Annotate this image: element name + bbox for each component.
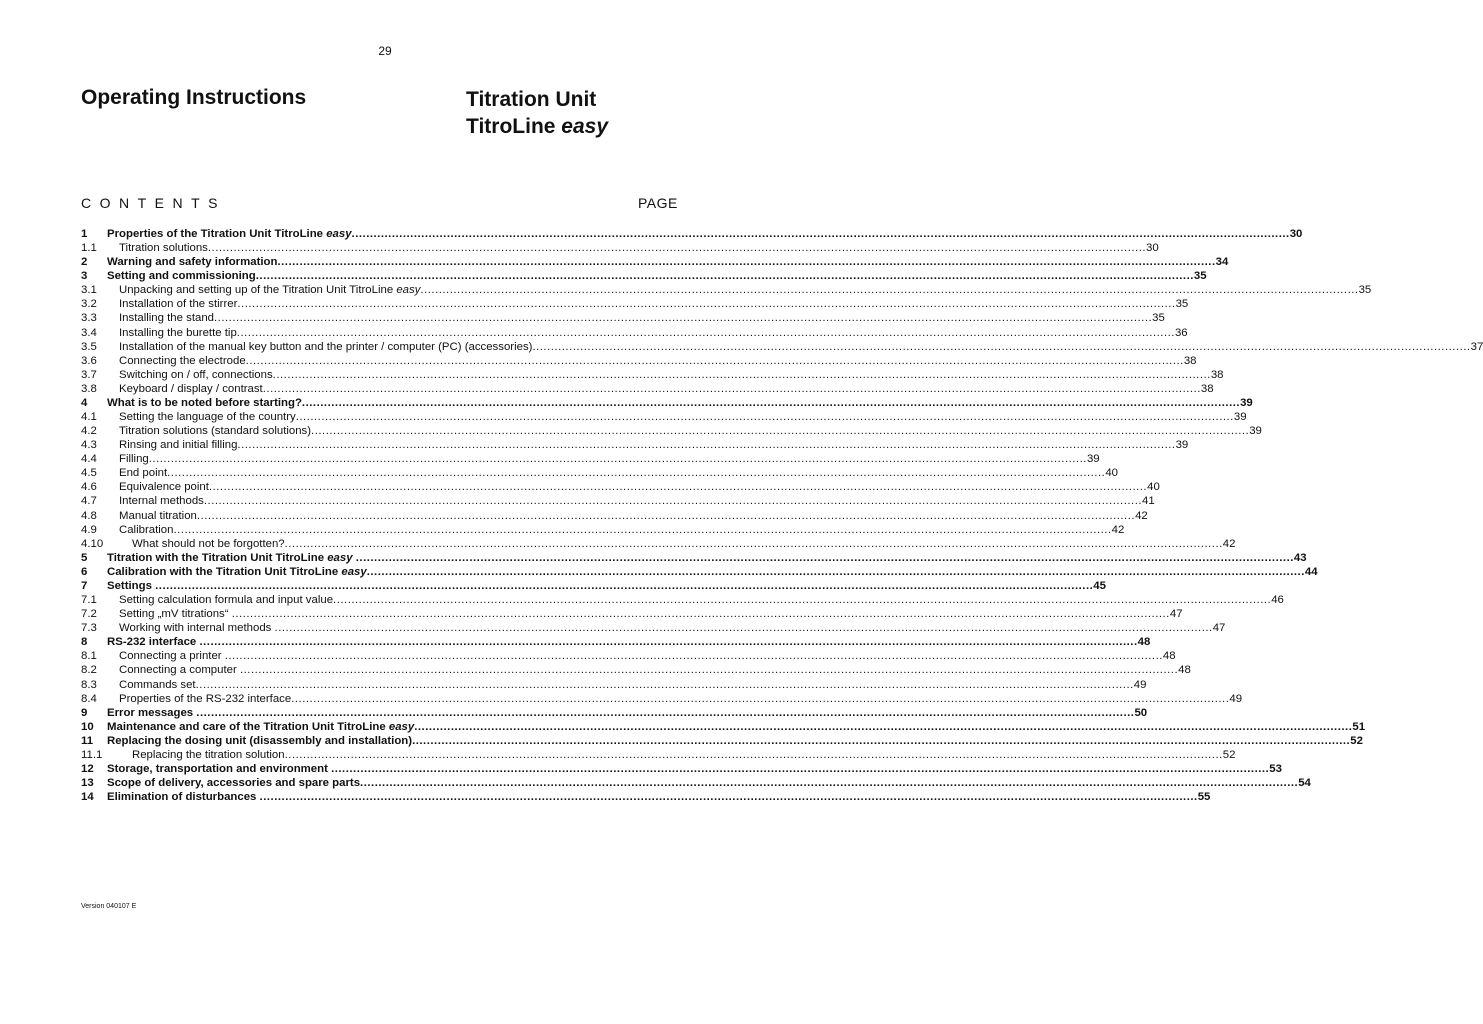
toc-entry-leader-dots xyxy=(209,480,1147,494)
toc-entry-page: 51 xyxy=(1352,720,1366,733)
toc-entry-page: 30 xyxy=(1289,228,1303,240)
toc-entry-title xyxy=(107,565,367,579)
toc-entry-title-text: Setting and commissioning xyxy=(107,270,256,283)
toc-entry-leader-dots xyxy=(275,621,1213,635)
toc-entry-title xyxy=(107,692,291,706)
toc-entry[interactable] xyxy=(81,283,1372,297)
toc-entry-page: 49 xyxy=(1133,678,1147,691)
toc-entry-number: 4.5 xyxy=(81,467,97,480)
toc-entry[interactable] xyxy=(81,297,1189,311)
toc-entry-title-text: Maintenance and care of the Titration Unit TitroLine xyxy=(107,720,389,733)
toc-entry-number: 3.2 xyxy=(81,298,97,311)
toc-entry-title-text: Calibration with the Titration Unit TitroLine xyxy=(107,565,342,578)
toc-entry-title-text: Working with internal methods xyxy=(119,622,272,635)
toc-entry[interactable] xyxy=(81,269,1207,283)
toc-entry-title-text: End point xyxy=(119,467,168,480)
toc-entry-leader-dots xyxy=(291,692,1229,706)
toc-entry[interactable] xyxy=(81,523,1125,537)
toc-entry-page: 39 xyxy=(1249,425,1262,438)
toc-entry-number: 12 xyxy=(81,762,94,775)
toc-entry-number: 3.3 xyxy=(81,312,97,325)
toc-entry-number: 7.3 xyxy=(81,622,97,635)
toc-entry-number: 3 xyxy=(81,270,88,283)
toc-entry-title-text: Unpacking and setting up of the Titration Unit TitroLine xyxy=(119,284,397,297)
toc-entry-leader-dots xyxy=(311,424,1249,438)
toc-entry-title xyxy=(107,649,225,663)
toc-entry-leader-dots xyxy=(277,255,1215,269)
product-name-line1: Titration Unit xyxy=(466,88,597,111)
toc-entry-leader-dots xyxy=(532,340,1470,354)
toc-entry-title-text: Connecting a computer xyxy=(119,664,237,677)
toc-entry-page: 41 xyxy=(1142,495,1155,508)
toc-entry-number: 8.2 xyxy=(81,664,97,677)
toc-entry-page: 40 xyxy=(1147,481,1160,494)
toc-entry-page: 39 xyxy=(1086,453,1100,466)
toc-entry[interactable] xyxy=(81,480,1160,494)
toc-entry-page: 49 xyxy=(1229,692,1243,705)
toc-entry-title xyxy=(107,438,237,452)
toc-entry[interactable] xyxy=(81,720,1366,734)
toc-entry-title-text: Connecting the electrode xyxy=(119,354,246,367)
toc-entry-number: 4.10 xyxy=(81,537,104,550)
toc-entry-number: 9 xyxy=(81,706,88,719)
toc-entry-title-text: Keyboard / display / contrast xyxy=(119,382,263,395)
toc-entry[interactable] xyxy=(81,466,1118,480)
toc-entry[interactable] xyxy=(81,762,1282,776)
toc-entry[interactable] xyxy=(81,649,1176,663)
toc-entry-title xyxy=(107,607,232,621)
toc-entry[interactable] xyxy=(81,776,1311,790)
toc-entry-leader-dots xyxy=(356,551,1294,565)
toc-entry-leader-dots xyxy=(331,762,1269,776)
toc-entry-leader-dots xyxy=(232,607,1170,621)
toc-entry-leader-dots xyxy=(237,326,1175,340)
toc-entry-page: 35 xyxy=(1358,284,1372,297)
toc-entry-number: 1 xyxy=(81,228,88,240)
toc-entry-title-emphasis: easy xyxy=(388,720,415,733)
toc-entry-title-text: Titration solutions (standard solutions) xyxy=(119,425,312,438)
toc-entry-title-text: Titration solutions xyxy=(119,242,208,255)
product-name-prefix: TitroLine xyxy=(466,115,562,138)
toc-entry-title-text: Manual titration xyxy=(119,509,197,522)
toc-entry-number: 11 xyxy=(81,734,94,747)
toc-entry[interactable] xyxy=(81,255,1229,269)
toc-entry-title-text: Installing the stand xyxy=(119,312,214,325)
toc-entry-number: 3.6 xyxy=(81,354,97,367)
toc-entry-title-text: Error messages xyxy=(107,706,194,719)
toc-entry-page: 42 xyxy=(1222,537,1236,550)
toc-entry-page: 52 xyxy=(1222,748,1236,761)
toc-entry[interactable] xyxy=(81,790,1211,804)
toc-entry-title xyxy=(107,382,263,396)
toc-entry-title-text: Properties of the RS-232 interface xyxy=(119,692,292,705)
toc-entry-number: 4.2 xyxy=(81,425,97,438)
toc-entry[interactable] xyxy=(81,635,1151,649)
toc-entry-page: 38 xyxy=(1183,354,1197,367)
toc-entry-leader-dots xyxy=(208,241,1146,255)
product-name-line2 xyxy=(466,113,608,140)
toc-entry-leader-dots xyxy=(199,635,1137,649)
toc-entry-title xyxy=(107,354,246,368)
toc-entry-leader-dots xyxy=(296,410,1234,424)
toc-entry-number: 11.1 xyxy=(81,748,103,761)
toc-entry-leader-dots xyxy=(237,438,1175,452)
document-title: Operating Instructions xyxy=(81,86,307,109)
toc-entry-title xyxy=(107,311,214,325)
toc-entry-leader-dots xyxy=(155,579,1093,593)
toc-entry-title xyxy=(107,297,237,311)
toc-entry-title-text: Properties of the Titration Unit TitroLine xyxy=(107,228,327,240)
toc-entry-title-text: RS-232 interface xyxy=(107,636,197,649)
toc-entry-page: 40 xyxy=(1105,467,1118,480)
toc-entry-title xyxy=(107,734,412,748)
toc-entry-number: 3.4 xyxy=(81,326,97,339)
toc-entry-title xyxy=(107,368,273,382)
toc-entry-title-text: Installation of the stirrer xyxy=(119,298,238,311)
toc-entry-title xyxy=(107,241,208,255)
toc-entry-number: 1.1 xyxy=(81,242,97,255)
toc-entry-leader-dots xyxy=(240,663,1178,677)
toc-entry-leader-dots xyxy=(196,678,1134,692)
toc-entry-title xyxy=(107,762,331,776)
toc-entry-page: 43 xyxy=(1293,551,1307,564)
toc-entry[interactable] xyxy=(81,593,1284,607)
toc-entry-title xyxy=(107,593,333,607)
toc-entry-page: 38 xyxy=(1210,368,1224,381)
toc-entry-leader-dots xyxy=(302,396,1240,410)
toc-entry-title xyxy=(107,466,167,480)
toc-entry-leader-dots xyxy=(237,297,1175,311)
toc-entry-number: 4.4 xyxy=(81,453,97,466)
toc-entry-number: 3.7 xyxy=(81,368,97,381)
toc-entry-page: 34 xyxy=(1215,256,1229,269)
toc-entry-leader-dots xyxy=(197,509,1135,523)
toc-entry-page: 39 xyxy=(1233,411,1247,424)
toc-entry-title xyxy=(107,579,155,593)
toc-entry-leader-dots xyxy=(196,706,1134,720)
toc-entry[interactable] xyxy=(81,607,1183,621)
toc-entry-title xyxy=(107,396,302,410)
toc-entry-title xyxy=(107,551,356,565)
toc-entry-page: 46 xyxy=(1271,594,1284,607)
toc-entry-page: 54 xyxy=(1298,777,1311,790)
toc-entry-leader-dots xyxy=(333,593,1271,607)
toc-entry[interactable] xyxy=(81,692,1243,706)
toc-entry-title-text: Setting the language of the country xyxy=(119,411,296,424)
toc-entry-page: 37 xyxy=(1470,340,1483,353)
toc-entry-title-text: Commands set xyxy=(119,678,196,691)
toc-entry[interactable] xyxy=(81,340,1483,354)
page-number: 29 xyxy=(378,44,392,58)
toc-entry[interactable] xyxy=(81,509,1148,523)
toc-entry-page: 42 xyxy=(1135,509,1148,522)
toc-entry-number: 14 xyxy=(81,791,94,804)
toc-entry-title xyxy=(107,494,204,508)
toc-entry-title-text: Equivalence point xyxy=(119,481,209,494)
toc-entry[interactable] xyxy=(81,621,1226,635)
toc-entry-page: 52 xyxy=(1350,734,1363,747)
toc-entry-page: 35 xyxy=(1175,298,1189,311)
toc-entry-title xyxy=(107,663,240,677)
toc-entry-number: 4.3 xyxy=(81,439,97,452)
toc-entry-title-text: Setting calculation formula and input value xyxy=(119,594,334,607)
toc-entry-page: 53 xyxy=(1269,762,1282,775)
toc-entry-number: 4.1 xyxy=(81,411,97,424)
contents-heading: CONTENTS xyxy=(81,195,226,211)
toc-entry-number: 7 xyxy=(81,579,88,592)
toc-entry-title xyxy=(107,523,173,537)
toc-entry-page: 45 xyxy=(1093,579,1106,592)
toc-entry-page: 47 xyxy=(1212,622,1226,635)
toc-entry-title xyxy=(107,340,532,354)
toc-entry-leader-dots xyxy=(260,790,1198,804)
toc-entry-title-text: Titration with the Titration Unit TitroLine xyxy=(107,551,328,564)
toc-entry-title-text: Internal methods xyxy=(119,495,204,508)
toc-entry-title xyxy=(107,776,360,790)
toc-entry[interactable] xyxy=(81,311,1165,325)
toc-entry-title xyxy=(107,255,277,269)
toc-entry-leader-dots xyxy=(285,748,1223,762)
toc-entry-leader-dots xyxy=(367,565,1305,579)
toc-entry-title-text: Filling xyxy=(119,453,149,466)
toc-entry-title xyxy=(107,269,256,283)
toc-entry-number: 4.7 xyxy=(81,495,97,508)
toc-entry-leader-dots xyxy=(412,734,1350,748)
toc-entry-title-text: Elimination of disturbances xyxy=(107,791,257,804)
toc-entry-title-emphasis: easy xyxy=(327,551,353,564)
toc-entry-title-text: Rinsing and initial filling xyxy=(119,439,238,452)
toc-entry-leader-dots xyxy=(204,494,1142,508)
toc-entry[interactable] xyxy=(81,537,1236,551)
toc-entry-title xyxy=(107,480,209,494)
toc-entry-title-text: Replacing the titration solution xyxy=(132,748,285,761)
toc-entry-number: 4.9 xyxy=(81,523,97,536)
product-name xyxy=(466,86,608,140)
toc-entry-title xyxy=(107,720,414,734)
toc-entry-number: 7.2 xyxy=(81,608,97,621)
toc-entry-number: 13 xyxy=(81,777,94,790)
toc-entry-title xyxy=(107,537,285,551)
toc-entry-title xyxy=(107,283,420,297)
toc-entry-page: 39 xyxy=(1175,439,1189,452)
toc-entry-title-text: Switching on / off, connections xyxy=(119,368,273,381)
toc-entry-number: 8.1 xyxy=(81,650,97,663)
toc-entry[interactable] xyxy=(81,410,1247,424)
toc-entry-leader-dots xyxy=(273,368,1211,382)
toc-entry-title-emphasis: easy xyxy=(326,228,352,240)
toc-entry-title-emphasis: easy xyxy=(341,565,367,578)
toc-entry-page: 35 xyxy=(1152,312,1165,325)
toc-entry-number: 3.8 xyxy=(81,382,97,395)
toc-entry-title-text: Warning and safety information xyxy=(107,256,278,269)
toc-entry-page: 38 xyxy=(1200,382,1214,395)
product-name-emphasis: easy xyxy=(561,115,608,138)
toc-entry[interactable] xyxy=(81,663,1191,677)
toc-entry[interactable] xyxy=(81,438,1189,452)
toc-entry-number: 3.5 xyxy=(81,340,97,353)
toc-entry[interactable] xyxy=(81,368,1224,382)
toc-entry-leader-dots xyxy=(167,466,1105,480)
toc-entry-title xyxy=(107,635,199,649)
toc-entry-page: 48 xyxy=(1162,650,1176,663)
toc-entry[interactable] xyxy=(81,706,1148,720)
toc-entry[interactable] xyxy=(81,565,1318,579)
toc-entry-title xyxy=(107,509,197,523)
toc-entry-number: 8.4 xyxy=(81,692,97,705)
version-label: Version 040107 E xyxy=(81,903,137,910)
toc-entry-page: 30 xyxy=(1146,242,1159,255)
toc-entry-leader-dots xyxy=(225,649,1163,663)
toc-entry-number: 4 xyxy=(81,396,88,409)
toc-entry-leader-dots xyxy=(420,283,1358,297)
toc-entry[interactable] xyxy=(81,748,1236,762)
toc-entry-title xyxy=(107,748,285,762)
toc-entry-title xyxy=(107,678,196,692)
toc-entry-title-text: Settings xyxy=(107,579,152,592)
toc-entry-number: 4.8 xyxy=(81,509,97,522)
toc-entry[interactable] xyxy=(81,382,1214,396)
toc-entry[interactable] xyxy=(81,579,1106,593)
toc-entry-title xyxy=(107,621,275,635)
toc-entry-page: 47 xyxy=(1169,608,1183,621)
toc-entry-title xyxy=(107,790,260,804)
toc-entry-number: 6 xyxy=(81,565,88,578)
toc-entry[interactable] xyxy=(81,396,1253,410)
toc-entry[interactable] xyxy=(81,424,1262,438)
toc-entry-page: 48 xyxy=(1137,636,1151,649)
toc-entry-title-text: Installing the burette tip xyxy=(119,326,237,339)
toc-entry[interactable] xyxy=(81,227,1303,241)
toc-entry-title xyxy=(107,424,311,438)
table-of-contents xyxy=(81,227,1483,804)
toc-entry-leader-dots xyxy=(352,227,1290,241)
toc-entry-page: 55 xyxy=(1197,791,1211,804)
toc-entry-title-text: Calibration xyxy=(119,523,174,536)
toc-entry-leader-dots xyxy=(173,523,1111,537)
toc-entry-title-text: Replacing the dosing unit (disassembly and installation) xyxy=(107,734,413,747)
toc-entry-title xyxy=(107,452,149,466)
toc-entry[interactable] xyxy=(81,354,1197,368)
toc-entry[interactable] xyxy=(81,326,1188,340)
toc-entry-page: 48 xyxy=(1178,664,1191,677)
toc-entry-leader-dots xyxy=(285,537,1223,551)
toc-entry-number: 8 xyxy=(81,636,88,649)
toc-entry-leader-dots xyxy=(414,720,1352,734)
toc-entry-title-emphasis: easy xyxy=(396,284,421,297)
toc-entry-title xyxy=(107,326,237,340)
toc-entry-title-text: Connecting a printer xyxy=(119,650,222,663)
toc-entry-title-text: Setting „mV titrations“ xyxy=(119,608,229,621)
toc-entry-number: 10 xyxy=(81,720,94,733)
toc-entry-page: 36 xyxy=(1174,326,1188,339)
toc-entry-page: 42 xyxy=(1111,523,1125,536)
toc-entry-number: 7.1 xyxy=(81,594,97,607)
toc-entry[interactable] xyxy=(81,452,1100,466)
toc-entry[interactable] xyxy=(81,678,1147,692)
toc-entry-title xyxy=(107,410,296,424)
toc-entry[interactable] xyxy=(81,551,1307,565)
toc-entry-page: 50 xyxy=(1134,706,1148,719)
toc-entry-title xyxy=(107,227,352,241)
toc-entry-leader-dots xyxy=(246,354,1184,368)
toc-entry-title-text: Installation of the manual key button and the printer / computer (PC) (accessories) xyxy=(119,340,533,353)
toc-entry-number: 2 xyxy=(81,256,88,269)
toc-entry-number: 3.1 xyxy=(81,284,97,297)
toc-entry-page: 44 xyxy=(1304,565,1318,578)
toc-entry-number: 8.3 xyxy=(81,678,97,691)
toc-entry[interactable] xyxy=(81,494,1155,508)
toc-entry[interactable] xyxy=(81,241,1159,255)
toc-entry-page: 39 xyxy=(1240,396,1253,409)
toc-entry-number: 5 xyxy=(81,551,88,564)
page-column-heading: PAGE xyxy=(638,195,678,211)
toc-entry-page: 35 xyxy=(1193,270,1207,283)
toc-entry-leader-dots xyxy=(360,776,1298,790)
toc-entry-title-text: Storage, transportation and environment xyxy=(107,762,328,775)
toc-entry-number: 4.6 xyxy=(81,481,97,494)
toc-entry-leader-dots xyxy=(214,311,1152,325)
toc-entry-title-text: What is to be noted before starting? xyxy=(107,396,302,409)
toc-entry-leader-dots xyxy=(263,382,1201,396)
toc-entry-leader-dots xyxy=(256,269,1194,283)
toc-entry-leader-dots xyxy=(149,452,1087,466)
toc-entry-title-text: What should not be forgotten? xyxy=(132,537,285,550)
toc-entry-title-text: Scope of delivery, accessories and spare parts xyxy=(107,777,361,790)
toc-entry-title xyxy=(107,706,196,720)
toc-entry[interactable] xyxy=(81,734,1363,748)
